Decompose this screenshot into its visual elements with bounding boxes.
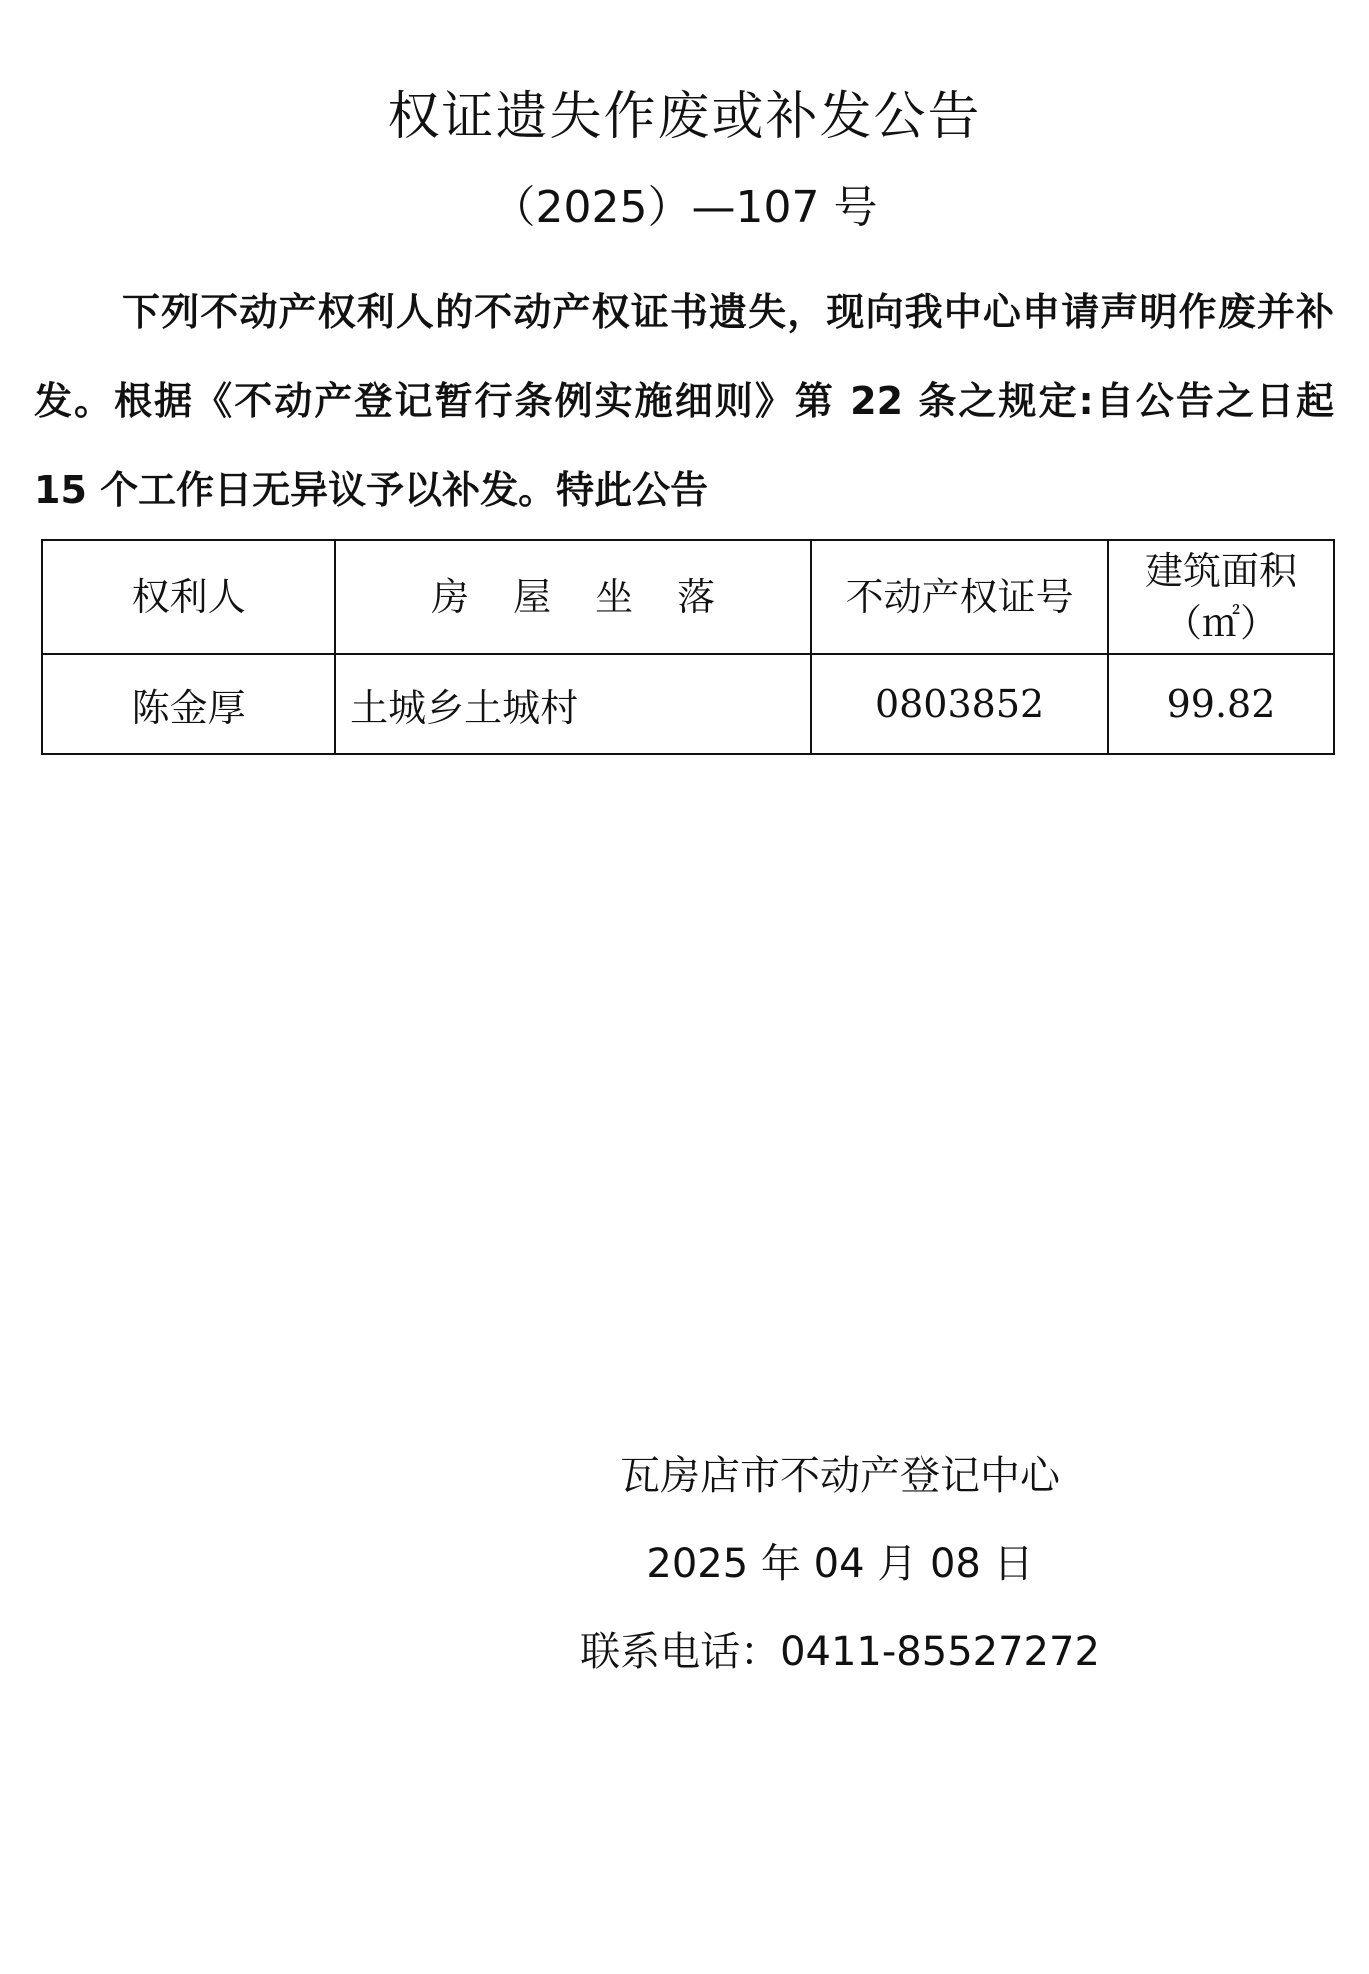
cell-location: 土城乡土城村: [335, 654, 811, 754]
header-area: [1108, 540, 1334, 654]
certificate-table: [41, 539, 1335, 755]
contact-phone: 联系电话：0411-85527272: [580, 1629, 1100, 1675]
notice-title: 权证遗失作废或补发公告: [387, 87, 982, 147]
issuing-organization: 瓦房店市不动产登记中心: [620, 1453, 1060, 1499]
header-holder: 权利人: [42, 540, 335, 654]
notice-body: 下列不动产权利人的不动产权证书遗失，现向我中心申请声明作废并补发。根据《不动产登记暂行条例实施细则》第 22 条之规定:自公告之日起 15 个工作日无异议予以补发。特此公告: [34, 290, 1334, 512]
issue-date: 2025 年 04 月 08 日: [646, 1541, 1034, 1587]
table-row: [42, 654, 1334, 754]
header-location-label: 房屋坐落: [431, 575, 760, 619]
cell-area: 99.82: [1108, 654, 1334, 754]
header-cert-no: 不动产权证号: [811, 540, 1108, 654]
table-header-row: [42, 540, 1334, 654]
header-area-label: 建筑面积: [1145, 549, 1298, 593]
header-location: [335, 540, 811, 654]
header-area-unit: （㎡）: [1164, 601, 1279, 645]
cell-holder: 陈金厚: [42, 654, 335, 754]
cell-cert-no: 0803852: [811, 654, 1108, 754]
document-number: （2025）—107 号: [491, 182, 878, 233]
